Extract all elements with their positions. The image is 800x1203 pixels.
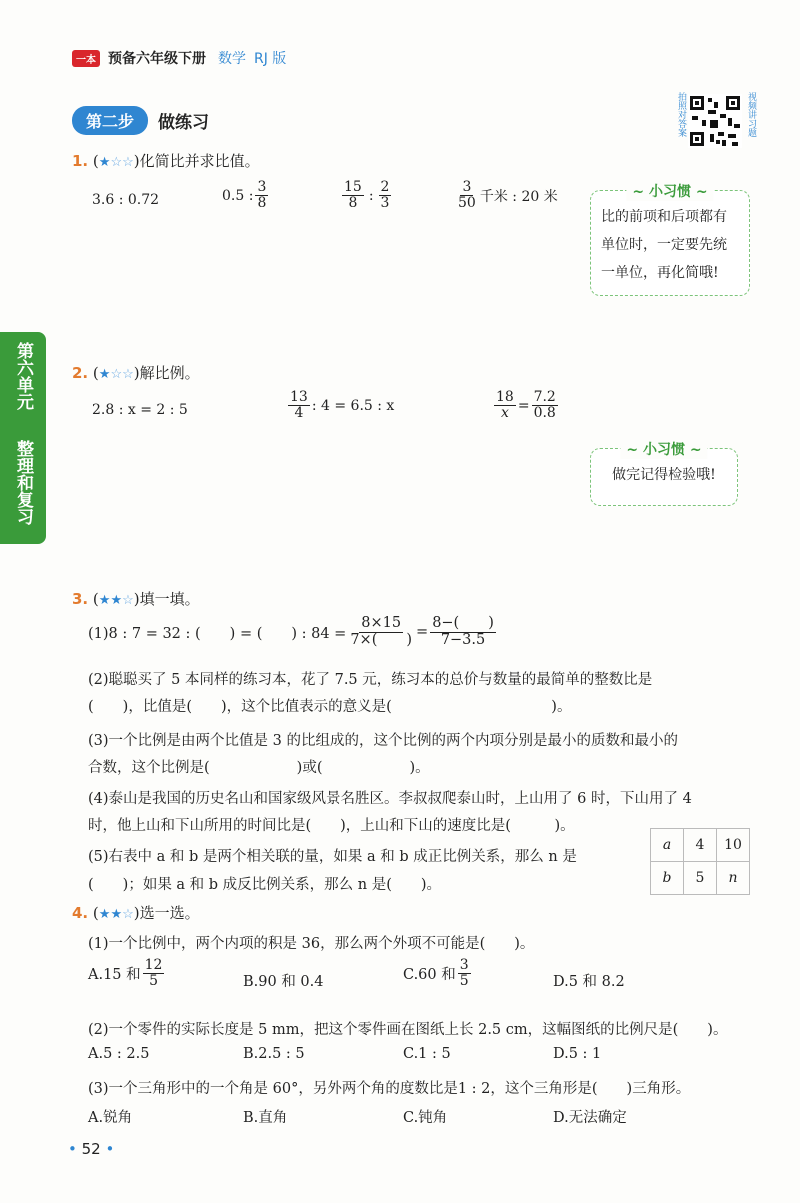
fraction: $\frac{3}{50}$ (458, 179, 476, 212)
fraction: $\frac{18}{x}$ (496, 389, 514, 422)
fraction: $\frac{15}{8}$ (344, 179, 362, 212)
table-row: b 5 n (651, 862, 750, 895)
header (72, 48, 286, 68)
option-a[interactable]: A.锐角 (88, 1110, 133, 1126)
side-tab-unit: 第六单元 (13, 342, 33, 410)
q1-stars: (★☆☆) (92, 152, 140, 170)
fraction: $\frac{2}{3}$ (380, 179, 390, 212)
q3-stars: (★★☆) (92, 590, 140, 608)
q3-part5-line2: ( )；如果 a 和 b 成反比例关系，那么 n 是( )。 (88, 877, 442, 893)
q2-title: 解比例。 (139, 364, 200, 382)
fraction: $\frac{8\times 15}{7\times( )}$ (350, 615, 413, 648)
tip-body: 做完记得检验哦! (612, 467, 716, 483)
q1-title: 化简比并求比值。 (139, 152, 260, 170)
q2-item-c: $\frac{18}{x}$ = $\frac{7.2}{0.8}$ (496, 389, 556, 422)
dot-icon: • (105, 1140, 115, 1158)
dot-icon: • (68, 1140, 77, 1158)
ab-table (650, 828, 750, 895)
qr-left-label: 拍照对答案 (676, 92, 686, 137)
option-b[interactable]: B.90 和 0.4 (243, 974, 324, 990)
q4-number: 4. (72, 904, 89, 922)
q4-sub1-options (88, 958, 748, 998)
star-icon: ★ (98, 367, 111, 382)
fraction: $\frac{7.2}{0.8}$ (533, 389, 556, 422)
q1-tip-box (590, 184, 750, 296)
fraction: $\frac{3}{8}$ (257, 179, 267, 212)
option-c[interactable]: C.1 : 5 (403, 1046, 451, 1062)
star-icon: ★ (98, 155, 111, 170)
q3-part5-line1: (5)右表中 a 和 b 是两个相关联的量，如果 a 和 b 成正比例关系，那么 n 是 (88, 849, 577, 865)
fraction: $\frac{8-( )}{7-3.5}$ (432, 615, 494, 648)
q4-stars: (★★☆) (92, 904, 140, 922)
q1-item-a: 3.6 : 0.72 (92, 192, 160, 208)
step-header (72, 106, 209, 135)
subject: 数学 (218, 51, 246, 67)
fraction: $\frac{13}{4}$ (290, 389, 308, 422)
option-d[interactable]: D.5 和 8.2 (553, 974, 625, 990)
star-empty-icon: ☆ (110, 155, 123, 170)
q4-heading (72, 902, 200, 923)
q3-part2-line2: ( )，比值是( )，这个比值表示的意义是( )。 (88, 699, 572, 715)
qr-block[interactable] (674, 92, 756, 152)
option-a[interactable]: A.5 : 2.5 (88, 1046, 150, 1062)
q1-item-d: $\frac{3}{50}$ 千米 : 20 米 (458, 179, 558, 212)
side-tab (0, 332, 46, 544)
q2-stars: (★☆☆) (92, 364, 140, 382)
q3-heading (72, 588, 200, 609)
q2-heading (72, 362, 200, 383)
option-b[interactable]: B.直角 (243, 1110, 288, 1126)
option-d[interactable]: D.无法确定 (553, 1110, 627, 1126)
option-a[interactable]: A.15 和 $\frac{12}{5}$ (88, 957, 163, 990)
option-d[interactable]: D.5 : 1 (553, 1046, 602, 1062)
q1-number: 1. (72, 152, 89, 170)
tip-title: ~ 小习惯 ~ (626, 181, 713, 201)
star-icon: ★ (110, 907, 123, 922)
q2-item-b: $\frac{13}{4}$ : 4 = 6.5 : x (290, 389, 395, 422)
step-badge: 第二步 (72, 106, 148, 135)
star-empty-icon: ☆ (122, 593, 134, 608)
tip-body: 比的前项和后项都有 单位时，一定要先统 一单位，再化简哦! (601, 209, 727, 281)
q3-part1: (1)8 : 7 = 32 : ( ) = ( ) : 84 = $\frac{8\times 15}{7\times( )}$ = $\frac{8-( )}{7-3.5}$ (88, 615, 494, 648)
star-icon: ★ (98, 907, 111, 922)
q4-sub2: (2)一个零件的实际长度是 5 mm，把这个零件画在图纸上长 2.5 cm，这幅图纸的比例尺是( )。 (88, 1022, 728, 1038)
option-c[interactable]: C.钝角 (403, 1110, 448, 1126)
side-tab-topic: 整理和复习 (13, 440, 33, 525)
page-number: • 52 • (68, 1140, 115, 1158)
star-icon: ★ (98, 593, 111, 608)
q2-number: 2. (72, 364, 89, 382)
star-empty-icon: ☆ (122, 907, 134, 922)
q2-item-a: 2.8 : x = 2 : 5 (92, 402, 188, 418)
q3-title: 填一填。 (139, 590, 200, 608)
edition: RJ 版 (254, 51, 287, 67)
star-empty-icon: ☆ (110, 367, 123, 382)
q4-sub3-options (88, 1106, 748, 1126)
table-row: a 4 10 (651, 829, 750, 862)
q4-title: 选一选。 (139, 904, 200, 922)
star-empty-icon: ☆ (122, 367, 134, 382)
q4-sub1: (1)一个比例中，两个内项的积是 36，那么两个外项不可能是( )。 (88, 936, 535, 952)
fraction: $\frac{3}{5}$ (459, 957, 469, 990)
fraction: $\frac{12}{5}$ (144, 957, 163, 990)
q4-sub3: (3)一个三角形中的一个角是 60°，另外两个角的度数比是1 : 2，这个三角形是( )三角形。 (88, 1081, 691, 1097)
qr-right-label: 视频讲习题 (746, 92, 756, 137)
q3-part4-line2: 时，他上山和下山所用的时间比是( )，上山和下山的速度比是( )。 (88, 818, 575, 834)
star-icon: ★ (110, 593, 123, 608)
star-empty-icon: ☆ (122, 155, 134, 170)
q3-part3-line2: 合数，这个比例是( )或( )。 (88, 760, 430, 776)
q1-item-b: 0.5 : $\frac{3}{8}$ (222, 179, 267, 212)
q4-sub2-options (88, 1046, 748, 1066)
q2-tip-box (590, 442, 738, 506)
q3-number: 3. (72, 590, 89, 608)
q3-part2-line1: (2)聪聪买了 5 本同样的练习本，花了 7.5 元，练习本的总价与数量的最简单的整数比是 (88, 672, 653, 688)
q3-part4-line1: (4)泰山是我国的历史名山和国家级风景名胜区。李叔叔爬泰山时，上山用了 6 时，下山用了 4 (88, 791, 692, 807)
option-c[interactable]: C.60 和 $\frac{3}{5}$ (403, 957, 469, 990)
step-title: 做练习 (158, 113, 210, 133)
q1-item-c: $\frac{15}{8}$ : $\frac{2}{3}$ (344, 179, 390, 212)
option-b[interactable]: B.2.5 : 5 (243, 1046, 305, 1062)
book-title: 预备六年级下册 (108, 51, 206, 67)
q3-part3-line1: (3)一个比例是由两个比值是 3 的比组成的，这个比例的两个内项分别是最小的质数和最小的 (88, 733, 678, 749)
tip-title: ~ 小习惯 ~ (620, 439, 707, 459)
qr-code-icon (688, 94, 742, 148)
logo: 一本 (72, 50, 100, 67)
q1-heading (72, 150, 260, 171)
